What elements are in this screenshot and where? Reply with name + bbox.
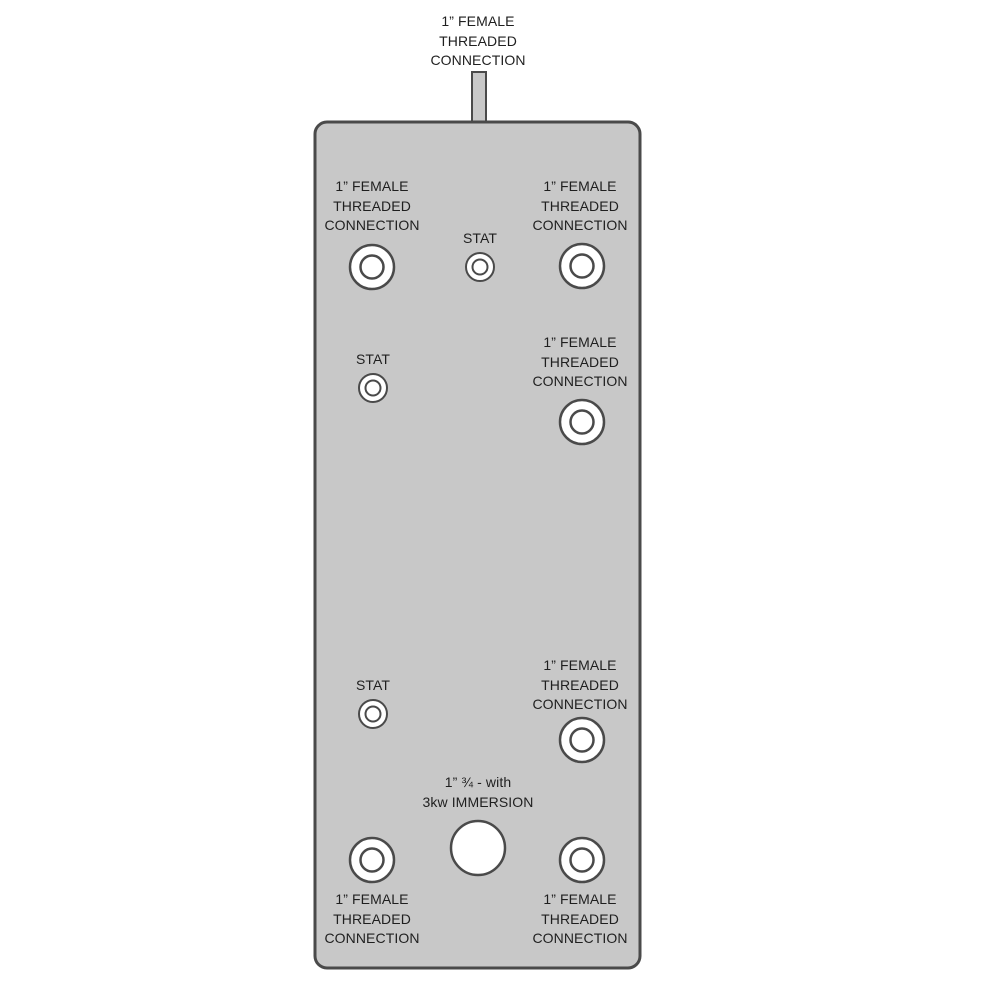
right-connection-lower-port (560, 718, 604, 762)
top-pipe-stub (472, 72, 486, 124)
upper-stat-port (466, 253, 494, 281)
label-line: 1” FEMALE (335, 178, 409, 194)
label-line: CONNECTION (532, 373, 628, 389)
upper-left-connection-port (350, 245, 394, 289)
upper-right-connection-label (532, 177, 627, 236)
label-line: CONNECTION (324, 217, 420, 233)
label-line: CONNECTION (532, 217, 628, 233)
left-stat-lower-port (359, 700, 387, 728)
upper-stat-label (463, 229, 497, 249)
immersion-label (423, 773, 534, 812)
label-line: 1” FEMALE (543, 178, 617, 194)
label-line: THREADED (333, 197, 411, 214)
label-line: 3kw IMMERSION (422, 793, 534, 810)
label-line: 1” ¾ - with (444, 774, 512, 790)
label-line: THREADED (439, 32, 517, 49)
right-connection-lower-label (532, 656, 627, 715)
label-line: 1” FEMALE (543, 657, 617, 673)
right-connection-upper-port (560, 400, 604, 444)
label-line: THREADED (541, 676, 619, 693)
label-line: THREADED (541, 353, 619, 370)
label-line: 1” FEMALE (441, 13, 515, 29)
bottom-left-connection-label (324, 890, 419, 949)
label-line: THREADED (333, 910, 411, 927)
right-connection-upper-label (532, 333, 627, 392)
label-line: THREADED (541, 197, 619, 214)
label-line: CONNECTION (532, 930, 628, 946)
label-line: 1” FEMALE (335, 891, 409, 907)
left-stat-upper-label (356, 350, 390, 370)
label-line: STAT (355, 351, 391, 367)
left-stat-upper-port (359, 374, 387, 402)
immersion-port (451, 821, 505, 875)
bottom-right-connection-label (532, 890, 627, 949)
label-line: CONNECTION (430, 52, 526, 68)
label-line: STAT (355, 677, 391, 693)
label-line: STAT (462, 230, 498, 246)
left-stat-lower-label (356, 676, 390, 696)
label-line: 1” FEMALE (543, 334, 617, 350)
label-line: CONNECTION (324, 930, 420, 946)
bottom-right-connection-port (560, 838, 604, 882)
label-line: CONNECTION (532, 696, 628, 712)
bottom-left-connection-port (350, 838, 394, 882)
label-line: 1” FEMALE (543, 891, 617, 907)
upper-right-connection-port (560, 244, 604, 288)
label-line: THREADED (541, 910, 619, 927)
top-connection-label (430, 12, 525, 71)
upper-left-connection-label (324, 177, 419, 236)
